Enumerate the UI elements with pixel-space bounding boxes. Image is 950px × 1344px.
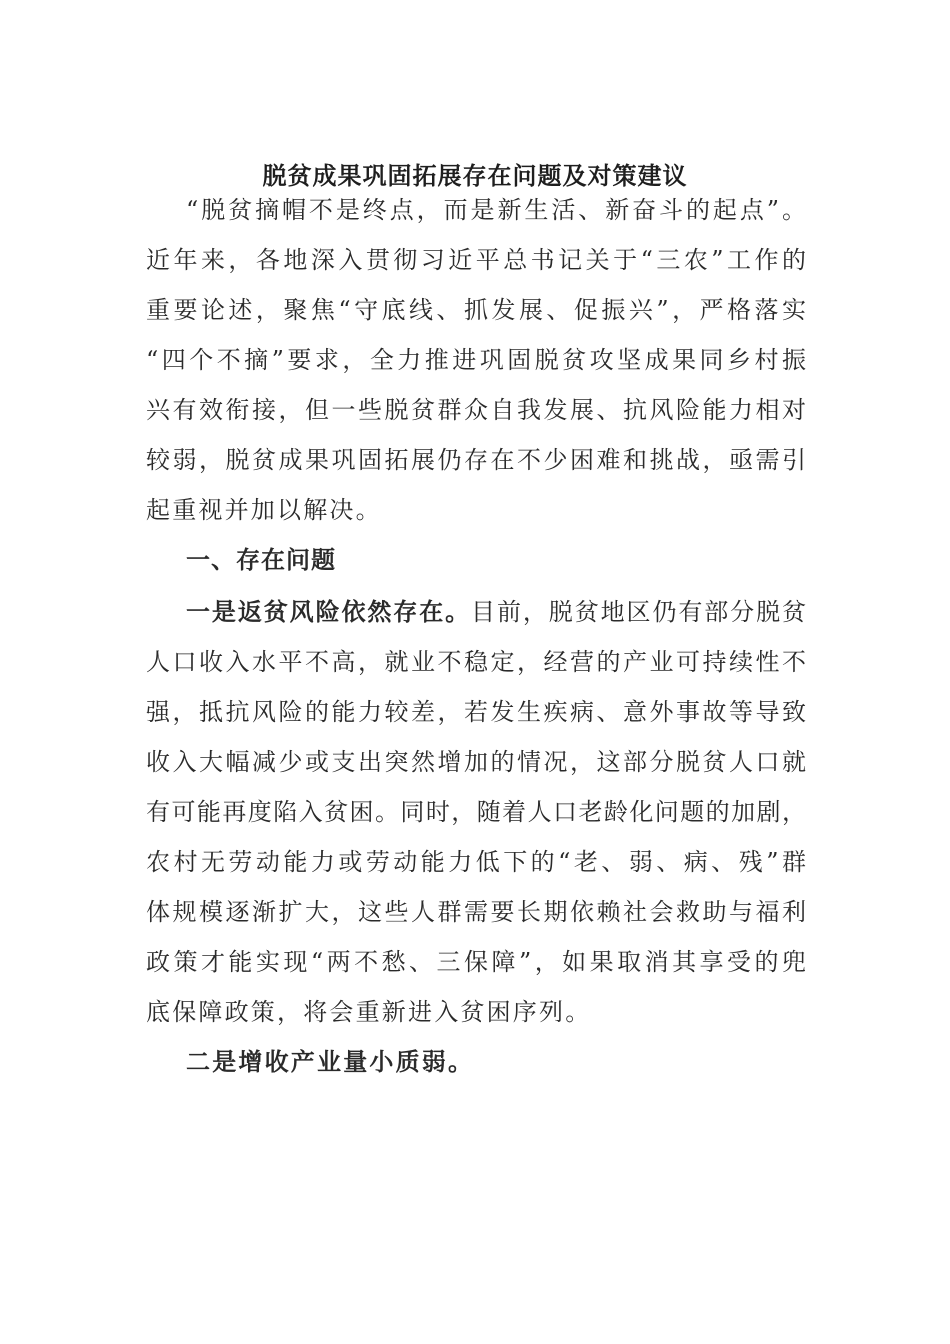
paragraph-line: “脱贫摘帽不是终点，而是新生活、新奋斗的起点”。 bbox=[186, 196, 806, 224]
item-first-rest: 目前，脱贫地区仍有部分脱贫 bbox=[471, 598, 807, 626]
item-first-line bbox=[186, 1044, 806, 1080]
paragraph-line: 收入大幅减少或支出突然增加的情况，这部分脱贫人口就 bbox=[146, 748, 806, 776]
paragraph-line: 人口收入水平不高，就业不稳定，经营的产业可持续性不 bbox=[146, 648, 806, 676]
paragraph-line: 兴有效衔接，但一些脱贫群众自我发展、抗风险能力相对 bbox=[146, 396, 806, 424]
document-title: 脱贫成果巩固拓展存在问题及对策建议 bbox=[262, 161, 688, 190]
paragraph-line: 农村无劳动能力或劳动能力低下的“老、弱、病、残”群 bbox=[146, 848, 806, 876]
paragraph-line: 底保障政策，将会重新进入贫困序列。 bbox=[146, 998, 592, 1026]
item-first-line bbox=[186, 594, 806, 630]
section-heading: 一、存在问题 bbox=[186, 545, 336, 574]
paragraph-line: 体规模逐渐扩大，这些人群需要长期依赖社会救助与福利 bbox=[146, 898, 806, 926]
item-lead: 一是返贫风险依然存在。 bbox=[186, 597, 472, 626]
paragraph-line: 近年来，各地深入贯彻习近平总书记关于“三农”工作的 bbox=[146, 246, 806, 274]
paragraph-line: “四个不摘”要求，全力推进巩固脱贫攻坚成果同乡村振 bbox=[146, 346, 806, 374]
item-lead: 二是增收产业量小质弱。 bbox=[186, 1047, 475, 1076]
paragraph-line: 起重视并加以解决。 bbox=[146, 496, 382, 524]
paragraph-line: 较弱，脱贫成果巩固拓展仍存在不少困难和挑战，亟需引 bbox=[146, 446, 806, 474]
paragraph-line: 重要论述，聚焦“守底线、抓发展、促振兴”，严格落实 bbox=[146, 296, 806, 324]
paragraph-line: 强，抵抗风险的能力较差，若发生疾病、意外事故等导致 bbox=[146, 698, 806, 726]
paragraph-line: 政策才能实现“两不愁、三保障”，如果取消其享受的兜 bbox=[146, 948, 806, 976]
paragraph-line: 有可能再度陷入贫困。同时，随着人口老龄化问题的加剧， bbox=[146, 798, 806, 826]
